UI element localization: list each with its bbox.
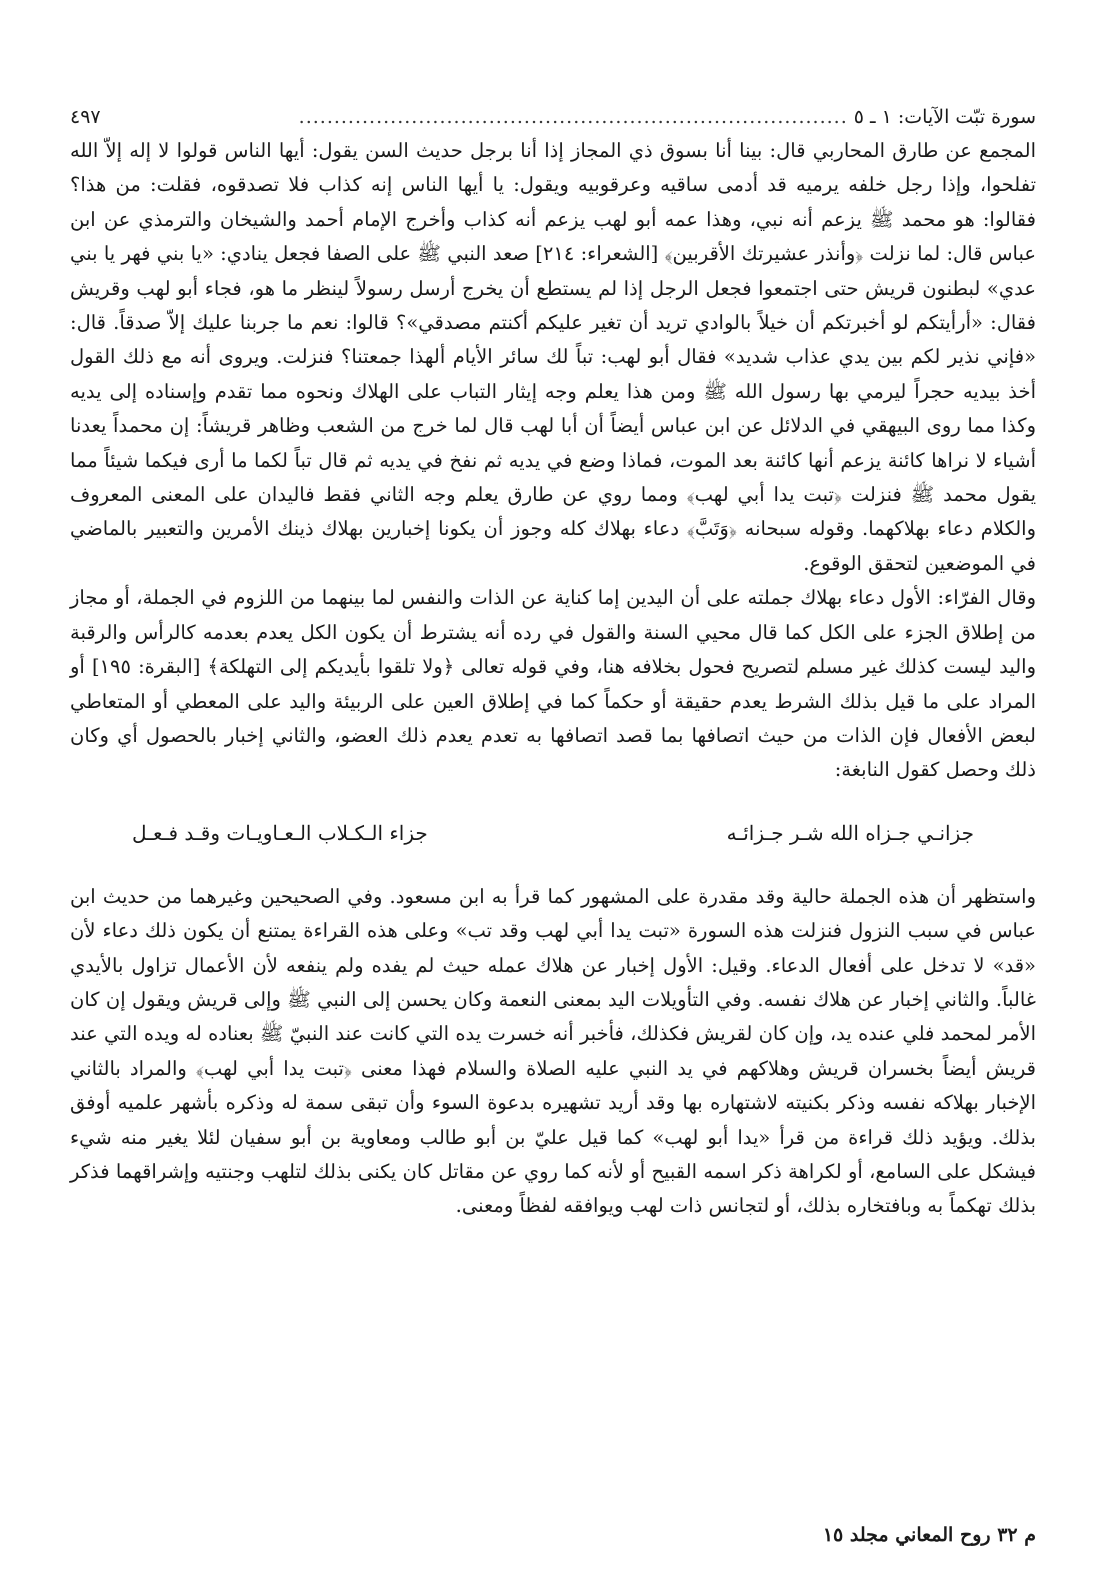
commentary-body bbox=[70, 134, 1036, 788]
leader-dots: .............................................................................. bbox=[298, 106, 848, 128]
poetry-verse bbox=[132, 816, 974, 850]
paragraph: المجمع عن طارق المحاربي قال: بينا أنا بسوق ذي المجاز إذا أنا برجل حديث السن يقول: أيها الناس قولوا لا إله إلاّ الله تفلحوا، وإذا رجل خلفه يرميه قد أدمى ساقيه وعرقوبيه ويقول: يا أيها الناس إنه كذاب فلا تصدقوه، فقلت: من هذا؟ فقالوا: هو محمد ﷺ يزعم أنه نبي، وهذا عمه أبو لهب يزعم أنه كذاب وأخرج الإمام أحمد والشيخان والترمذي عن ابن عباس قال: لما نزلت ﴿وأنذر عشيرتك الأقربين﴾ [الشعراء: ٢١٤] صعد النبي ﷺ على الصفا فجعل ينادي: «يا بني فهر يا بني عدي» لبطنون قريش حتى اجتمعوا فجعل الرجل إذا لم يستطع أن يخرج أرسل رسولاً لينظر ما هو، فجاء أبو لهب وقريش فقال: «أرأيتكم لو أخبرتكم أن خيلاً بالوادي تريد أن تغير عليكم أكنتم مصدقي»؟ قالوا: نعم ما جربنا عليك إلاّ صدقاً. قال: «فإني نذير لكم بين يدي عذاب شديد» فقال أبو لهب: تباً لك سائر الأيام ألهذا جمعتنا؟ فنزلت. ويروى أنه مع ذلك القول أخذ بيديه حجراً ليرمي بها رسول الله ﷺ ومن هذا يعلم وجه إيثار التباب على الهلاك ونحوه مما تقدم وإسناده إلى يديه وكذا مما روى البيهقي في الدلائل عن ابن عباس أيضاً أن أبا لهب قال لما خرج من الشعب وظاهر قريشاً: إن محمداً يعدنا أشياء لا نراها كائنة يزعم أنها كائنة بعد الموت، فماذا وضع في يديه ثم نفخ في يديه ثم قال تباً لكما ما أرى فيكما شيئاً مما يقول محمد ﷺ فنزلت ﴿تبت يدا أبي لهب﴾ ومما روي عن طارق يعلم وجه الثاني فقط فاليدان على المعنى المعروف والكلام دعاء بهلاكهما. وقوله سبحانه ﴿وَتَبَّ﴾ دعاء بهلاك كله وجوز أن يكونا إخبارين بهلاك ذينك الأمرين والتعبير بالماضي في الموضعين لتحقق الوقوع. bbox=[70, 139, 1037, 575]
page-number: ٤٩٧ bbox=[70, 106, 101, 128]
sura-title: سورة تبّت الآيات: ١ ـ ٥ bbox=[853, 106, 1036, 128]
paragraph: وقال الفرّاء: الأول دعاء بهلاك جملته على أن اليدين إما كناية عن الذات والنفس لما بينهما من اللزوم في الجملة، أو مجاز من إطلاق الجزء على الكل كما قال محيي السنة والقول في رده أنه يشترط أن يكون الكل يعدم بعدمه كالرأس والرقبة واليد ليست كذلك غير مسلم لتصريح فحول بخلافه هنا، وفي قوله تعالى ﴿ولا تلقوا بأيديكم إلى التهلكة﴾ [البقرة: ١٩٥] أو المراد على ما قيل بذلك الشرط يعدم حقيقة أو حكماً كما في إطلاق العين على الربيئة واليد على المعطي أو المتعاطي لبعض الأفعال فإن الذات من حيث اتصافها بما قصد اتصافها به تعدم يعدم ذلك العضو، والثاني إخبار بالحصول أي وكان ذلك وحصل كقول النابغة: bbox=[70, 586, 1036, 782]
book-page bbox=[70, 100, 1036, 1550]
verse-first-hemistich: جزانـي جـزاه الله شـر جـزائـه bbox=[726, 820, 974, 845]
commentary-body-continued bbox=[70, 880, 1036, 1224]
running-header bbox=[70, 100, 1036, 134]
paragraph: واستظهر أن هذه الجملة حالية وقد مقدرة على المشهور كما قرأ به ابن مسعود. وفي الصحيحين وغيرهما من حديث ابن عباس في سبب النزول فنزلت هذه السورة «تبت يدا أبي لهب وقد تب» وعلى هذه القراءة يمتنع أن يكون ذلك دعاء لأن «قد» لا تدخل على أفعال الدعاء. وقيل: الأول إخبار عن هلاك عمله حيث لم يفده ولم ينفعه لأن الأعمال تزاول بالأيدي غالباً. والثاني إخبار عن هلاك نفسه. وفي التأويلات اليد بمعنى النعمة وكان يحسن إلى النبي ﷺ وإلى قريش ويقول إن كان الأمر لمحمد فلي عنده يد، وإن كان لقريش فكذلك، فأخبر أنه خسرت يده التي كانت عند النبيّ ﷺ بعناده له ويده التي عند قريش أيضاً بخسران قريش وهلاكهم في يد النبي عليه الصلاة والسلام فهذا معنى ﴿تبت يدا أبي لهب﴾ والمراد بالثاني الإخبار بهلاكه نفسه وذكر بكنيته لاشتهاره بها وقد أريد تشهيره بدعوة السوء وأن تبقى سمة له وذكره بأشهر علميه أوفق بذلك. ويؤيد ذلك قراءة من قرأ «يدا أبو لهب» كما قيل عليّ بن أبو طالب ومعاوية بن أبو سفيان لئلا يغير منه شيء فيشكل على السامع، أو لكراهة ذكر اسمه القبيح أو لأنه كما روي عن مقاتل كان يكنى بذلك لتلهب وجنتيه وإشراقهما فذكر بذلك تهكماً به وبافتخاره بذلك، أو لتجانس ذات لهب ويوافقه لفظاً ومعنى. bbox=[70, 884, 1036, 1218]
signature-footer: م ٣٢ روح المعاني مجلد ١٥ bbox=[822, 1524, 1036, 1546]
verse-second-hemistich: جزاء الـكـلاب الـعـاويـات وقـد فـعـل bbox=[132, 820, 428, 845]
